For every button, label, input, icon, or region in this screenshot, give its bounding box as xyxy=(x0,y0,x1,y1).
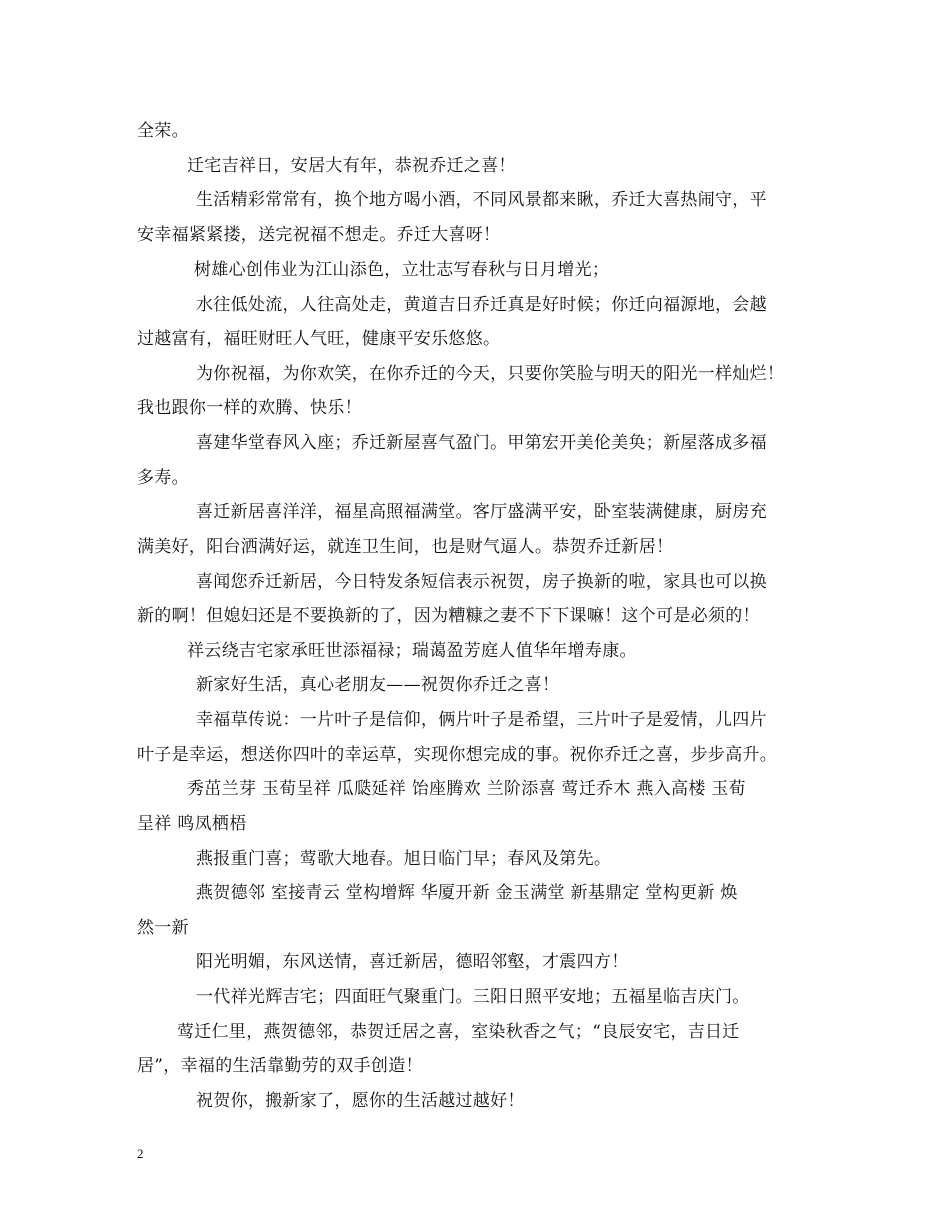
text-line: 我也跟你一样的欢腾、快乐！ xyxy=(137,398,362,418)
text-line: 燕贺德邻 室接青云 堂构增辉 华厦开新 金玉满堂 新基鼎定 堂构更新 焕 xyxy=(196,883,738,903)
text-line: 喜闻您乔迁新居，今日特发条短信表示祝贺，房子换新的啦，家具也可以换 xyxy=(196,572,767,592)
text-line: 树雄心创伟业为江山添色，立壮志写春秋与日月增光； xyxy=(194,260,610,280)
text-line: 幸福草传说：一片叶子是信仰，俩片叶子是希望，三片叶子是爱情，儿四片 xyxy=(196,710,767,730)
text-line: 一代祥光辉吉宅；四面旺气聚重门。三阳日照平安地；五福星临吉庆门。 xyxy=(196,987,750,1007)
text-line: 呈祥 鸣凤栖梧 xyxy=(137,814,247,834)
text-line: 多寿。 xyxy=(137,468,189,488)
text-line: 生活精彩常常有，换个地方喝小酒，不同风景都来瞅，乔迁大喜热闹守，平 xyxy=(196,190,767,210)
text-line: 燕报重门喜；莺歌大地春。旭日临门早；春风及第先。 xyxy=(196,849,612,869)
text-line: 安幸福紧紧搂，送完祝福不想走。乔迁大喜呀！ xyxy=(137,225,501,245)
text-line: 新家好生活，真心老朋友——祝贺你乔迁之喜！ xyxy=(196,675,560,695)
text-line: 秀茁兰芽 玉荀呈祥 瓜瓞延祥 饴座腾欢 兰阶添喜 莺迁乔木 燕入高楼 玉荀 xyxy=(187,779,746,799)
text-line: 叶子是幸运，想送你四叶的幸运草，实现你想完成的事。祝你乔迁之喜，步步高升。 xyxy=(137,745,778,765)
text-line: 阳光明媚，东风送情，喜迁新居，德昭邻壑，才震四方！ xyxy=(196,952,629,972)
text-line: 为你祝福，为你欢笑，在你乔迁的今天，只要你笑脸与明天的阳光一样灿烂！ xyxy=(196,364,785,384)
text-line: 全荣。 xyxy=(137,121,189,141)
text-line: 喜建华堂春风入座；乔迁新屋喜气盈门。甲第宏开美伦美奂；新屋落成多福 xyxy=(196,433,767,453)
text-line: 居”，幸福的生活靠勤劳的双手创造！ xyxy=(137,1056,423,1076)
text-line: 然一新 xyxy=(137,918,189,938)
page-number: 2 xyxy=(137,1146,144,1161)
text-line: 祥云绕吉宅家承旺世添福禄；瑞蔼盈芳庭人值华年增寿康。 xyxy=(187,641,637,661)
text-line: 喜迁新居喜洋洋，福星高照福满堂。客厅盛满平安，卧室装满健康，厨房充 xyxy=(196,502,767,522)
text-line: 过越富有，福旺财旺人气旺，健康平安乐悠悠。 xyxy=(137,329,501,349)
text-line: 莺迁仁里，燕贺德邻，恭贺迁居之喜，室染秋香之气；“良辰安宅，吉日迁 xyxy=(177,1022,740,1042)
text-line: 祝贺你，搬新家了，愿你的生活越过越好！ xyxy=(196,1091,525,1111)
text-line: 水往低处流，人往高处走，黄道吉日乔迁真是好时候；你迁向福源地，会越 xyxy=(196,295,767,315)
text-line: 满美好，阳台洒满好运，就连卫生间，也是财气逼人。恭贺乔迁新居！ xyxy=(137,537,674,557)
text-line: 新的啊！但媳妇还是不要换新的了，因为糟糠之妻不下下课嘛！这个可是必须的！ xyxy=(137,606,760,626)
text-line: 迁宅吉祥日，安居大有年，恭祝乔迁之喜！ xyxy=(187,156,516,176)
